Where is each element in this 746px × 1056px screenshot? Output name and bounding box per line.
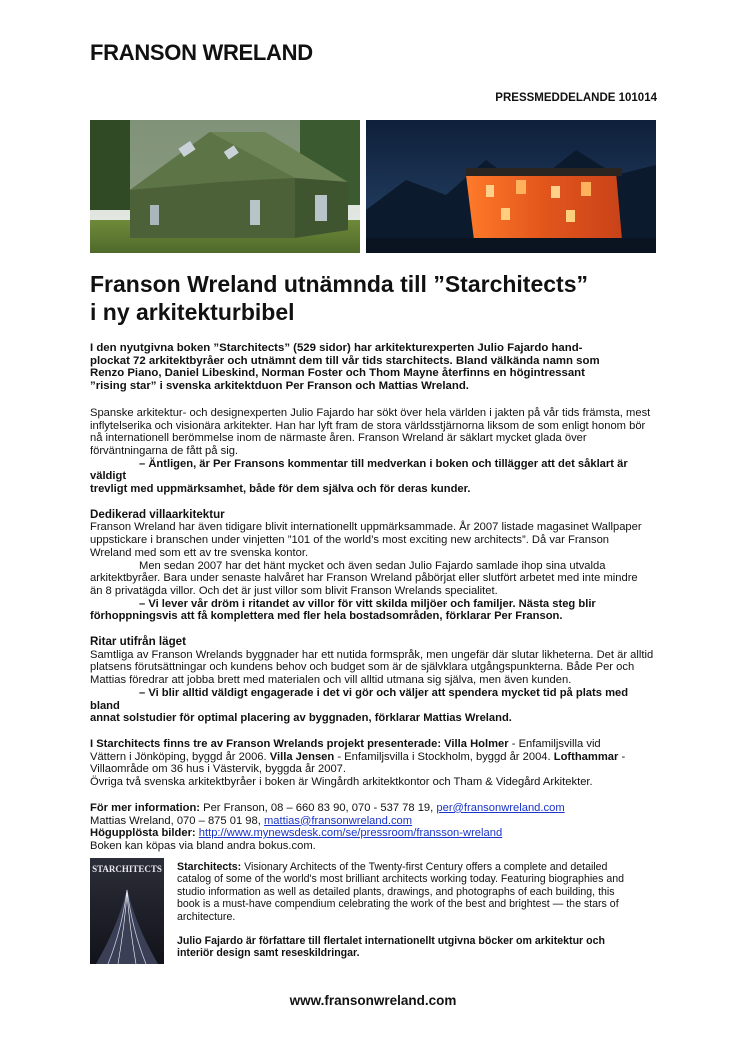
lead-line: plockat 72 arkitektbyråer och utnämnt dem till vår tids starchitects. Bland välkända namn som	[90, 354, 600, 367]
intro-paragraph	[90, 407, 658, 496]
project-name-holmer: Villa Holmer	[444, 737, 509, 750]
intro-line: inflytelserika och visionära arkitekter. Han har lyft fram de stora världsstjärnorna liksom de som enligt honom bör	[90, 419, 646, 432]
buy-info: Boken kan köpas via bland andra bokus.com.	[90, 839, 316, 852]
project-name-jensen: Villa Jensen	[269, 750, 335, 763]
project-name-lofthammar: Lofthammar	[553, 750, 619, 763]
lead-paragraph	[90, 342, 658, 393]
book-desc-line: catalog of some of the world's most brilliant architects working today. Featuring biographies and	[177, 873, 624, 886]
intro-line: förväntningarna de fått på sig.	[90, 444, 239, 457]
body-line: uppstickare i branschen under vinjetten ”101 of the world’s most exciting new architects”. Då var Franson	[90, 534, 610, 547]
images-label: Högupplösta bilder:	[90, 827, 196, 840]
book-label: Starchitects:	[177, 861, 242, 873]
quote-line: annat solstudier för optimal placering av byggnaden, förklarar Mattias Wreland.	[90, 712, 512, 725]
projects-paragraph	[90, 738, 658, 789]
project-desc: Vättern i Jönköping, byggd år 2006.	[90, 750, 267, 763]
intro-line: Spanske arkitektur- och designexperten Julio Fajardo har sökt över hela världen i jakten på vår tids främsta, mest	[90, 406, 651, 419]
body-line: Franson Wreland har även tidigare blivit internationellt uppmärksammade. År 2007 listade magasinet Wallpaper	[90, 521, 642, 534]
section-location-paragraph	[90, 649, 658, 725]
project-desc: Villaområde om 36 hus i Västervik, byggda år 2007.	[90, 763, 347, 776]
body-line: arkitektbyråer. Bara under senaste halvåret har Franson Wreland påbörjat eller slutfört arbetet med inte mindre	[90, 572, 638, 585]
author-line: interiör design samt reseskildringar.	[177, 947, 360, 960]
body-line: Wreland med som ett av tre svenska kontor.	[90, 546, 309, 559]
book-desc-line: book is a must-have compendium celebrating the work of the best and brightest — the stars of	[177, 898, 619, 911]
book-description	[177, 861, 657, 923]
quote-line: – Vi lever vår dröm i ritandet av villor för vitt skilda miljöer och familjer. Nästa steg blir	[139, 597, 596, 610]
book-cover-title: STARCHITECTS	[92, 864, 162, 874]
article-body	[90, 342, 658, 853]
body-line: platsens förutsättningar och kundens behov och budget som är de självklara utgångspunkterna. Både Per och	[90, 661, 635, 674]
green-house-photo	[90, 120, 360, 253]
body-line: Men sedan 2007 har det hänt mycket och även sedan Julio Fajardo samlade ihop sina utvalda	[139, 559, 606, 572]
footer-url[interactable]: www.fransonwreland.com	[289, 993, 457, 1008]
contact-block	[90, 802, 658, 853]
lead-line: Renzo Piano, Daniel Libeskind, Norman Foster och Thom Mayne återfinns en högintressant	[90, 367, 585, 380]
book-desc-line: Visionary Architects of the Twenty-first Century offers a complete and detailed	[241, 861, 608, 873]
night-house-photo	[366, 120, 656, 253]
email-link-per[interactable]: per@fransonwreland.com	[436, 801, 565, 814]
projects-intro: I Starchitects finns tre av Franson Wrelands projekt presenterade:	[90, 737, 442, 750]
body-line: Mattias föredrar att jobba brett med materialen och vill alltid utmana sig själva, men även kunden.	[90, 674, 572, 687]
contact-mattias: Mattias Wreland, 070 – 875 01 98,	[90, 814, 264, 827]
intro-quote-line: – Äntligen, är Per Fransons kommentar till medverkan i boken och tillägger att det såklart är väldigt	[90, 457, 628, 483]
book-desc-line: architecture.	[177, 910, 236, 923]
press-release-label: PRESSMEDDELANDE 101014	[495, 92, 657, 104]
project-desc: -	[618, 750, 626, 763]
quote-line: förhoppningsvis att få komplettera med fler hela bostadsområden, förklarar Per Franson.	[90, 610, 563, 623]
intro-line: nå internationell berömmelse inom de närmaste åren. Franson Wreland är säklart mycket glada över	[90, 432, 587, 445]
other-architects: Övriga två svenska arkitektbyråer i boken är Wingårdh arkitektkontor och Tham & Videgård Arkitekter.	[90, 776, 593, 789]
headline-line-1: Franson Wreland utnämnda till ”Starchitects”	[90, 271, 588, 297]
pressroom-link[interactable]: http://www.mynewsdesk.com/se/pressroom/fransson-wreland	[198, 827, 503, 840]
section-heading-villa: Dedikerad villaarkitektur	[90, 507, 225, 521]
author-line: Julio Fajardo är författare till flertalet internationellt utgivna böcker om arkitektur och	[177, 935, 605, 948]
headline-line-2: i ny arkitekturbibel	[90, 299, 295, 325]
body-line: Samtliga av Franson Wrelands byggnader har ett nutida formspråk, men ungefär där slutar likheterna. Det är alltid	[90, 648, 654, 661]
headline	[90, 270, 670, 326]
intro-quote-line: trevligt med uppmärksamhet, både för dem själva och för deras kunder.	[90, 483, 471, 496]
author-info	[177, 935, 657, 960]
brand-title: FRANSON WRELAND	[90, 40, 313, 65]
book-info	[177, 861, 657, 960]
book-desc-line: studio information as well as detailed plants, drawings, and photographs of each building, this	[177, 885, 615, 898]
body-line: än 8 privatägda villor. Och det är just villor som blivit Franson Wrelands specialitet.	[90, 584, 498, 597]
contact-per: Per Franson, 08 – 660 83 90, 070 - 537 78 19,	[200, 801, 437, 814]
project-desc: - Enfamiljsvilla i Stockholm, byggd år 2004.	[334, 750, 551, 763]
lead-line: I den nyutgivna boken ”Starchitects” (529 sidor) har arkitekturexperten Julio Fajardo hand-	[90, 342, 583, 354]
more-info-label: För mer information:	[90, 801, 201, 814]
quote-line: – Vi blir alltid väldigt engagerade i det vi gör och väljer att spendera mycket tid på plats med bland	[90, 686, 629, 712]
section-heading-location: Ritar utifrån läget	[90, 635, 186, 649]
lead-line: ”rising star” i svenska arkitektduon Per Franson och Mattias Wreland.	[90, 380, 469, 393]
project-desc: - Enfamiljsvilla vid	[508, 737, 601, 750]
section-villa-paragraph	[90, 521, 658, 623]
book-cover-image	[90, 858, 164, 964]
email-link-mattias[interactable]: mattias@fransonwreland.com	[263, 814, 413, 827]
